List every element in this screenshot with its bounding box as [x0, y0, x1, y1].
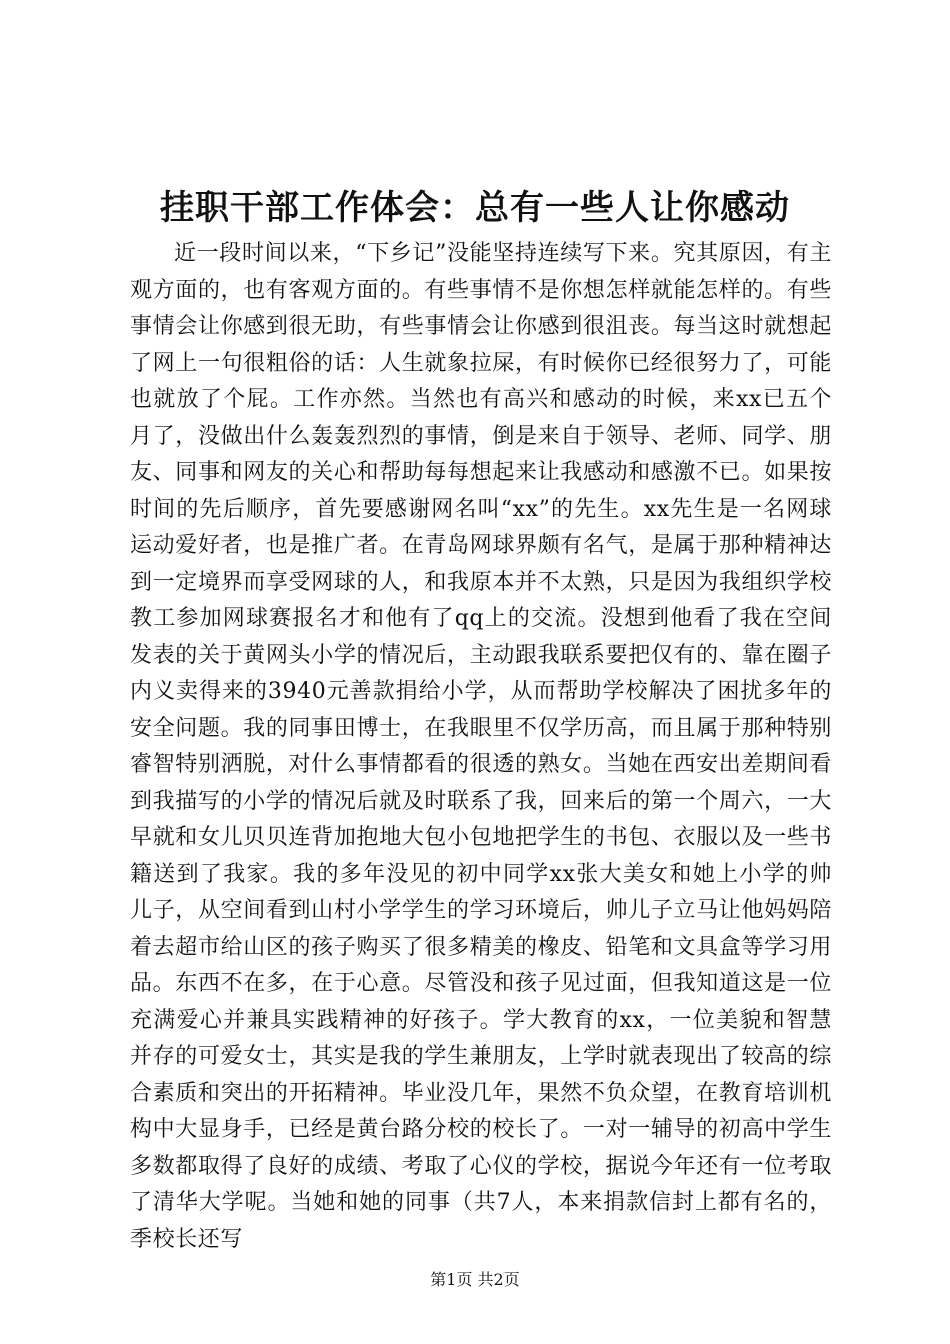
- document-title: 挂职干部工作体会：总有一些人让你感动: [160, 188, 790, 228]
- page-number-footer: 第1页 共2页: [430, 1270, 520, 1289]
- document-body-paragraph: 近一段时间以来，“下乡记”没能坚持连续写下来。究其原因，有主观方面的，也有客观方面的。有些事情不是你想怎样就能怎样的。有些事情会让你感到很无助，有些事情会让你感到很沮丧。每当这时就想起了网上一句很粗俗的话：人生就象拉屎，有时候你已经很努力了，可能也就放了个屁。工作亦然。当然也有高兴和感动的时候，来xx已五个月了，没做出什么轰轰烈烈的事情，倒是来自于领导、老师、同学、朋友、同事和网友的关心和帮助每每想起来让我感动和感激不已。如果按时间的先后顺序，首先要感谢网名叫“xx”的先生。xx先生是一名网球运动爱好者，也是推广者。在青岛网球界颇有名气，是属于那种精神达到一定境界而享受网球的人，和我原本并不太熟，只是因为我组织学校教工参加网球赛报名才和他有了qq上的交流。没想到他看了我在空间发表的关于黄网头小学的情况后，主动跟我联系要把仅有的、靠在圈子内义卖得来的3940元善款捐给小学，从而帮助学校解决了困扰多年的安全问题。我的同事田博士，在我眼里不仅学历高，而且属于那种特别睿智特别洒脱，对什么事情都看的很透的熟女。当她在西安出差期间看到我描写的小学的情况后就及时联系了我，回来后的第一个周六，一大早就和女儿贝贝连背加抱地大包小包地把学生的书包、衣服以及一些书籍送到了我家。我的多年没见的初中同学xx张大美女和她上小学的帅儿子，从空间看到山村小学学生的学习环境后，帅儿子立马让他妈妈陪着去超市给山区的孩子购买了很多精美的橡皮、铅笔和文具盒等学习用品。东西不在多，在于心意。尽管没和孩子见过面，但我知道这是一位充满爱心并兼具实践精神的好孩子。学大教育的xx，一位美貌和智慧并存的可爱女士，其实是我的学生兼朋友，上学时就表现出了较高的综合素质和突出的开拓精神。毕业没几年，果然不负众望，在教育培训机构中大显身手，已经是黄台路分校的校长了。一对一辅导的初高中学生多数都取得了良好的成绩、考取了心仪的学校，据说今年还有一位考取了清华大学呢。当她和她的同事（共7人，本来捐款信封上都有名的，季校长还写: [130, 241, 832, 1252]
